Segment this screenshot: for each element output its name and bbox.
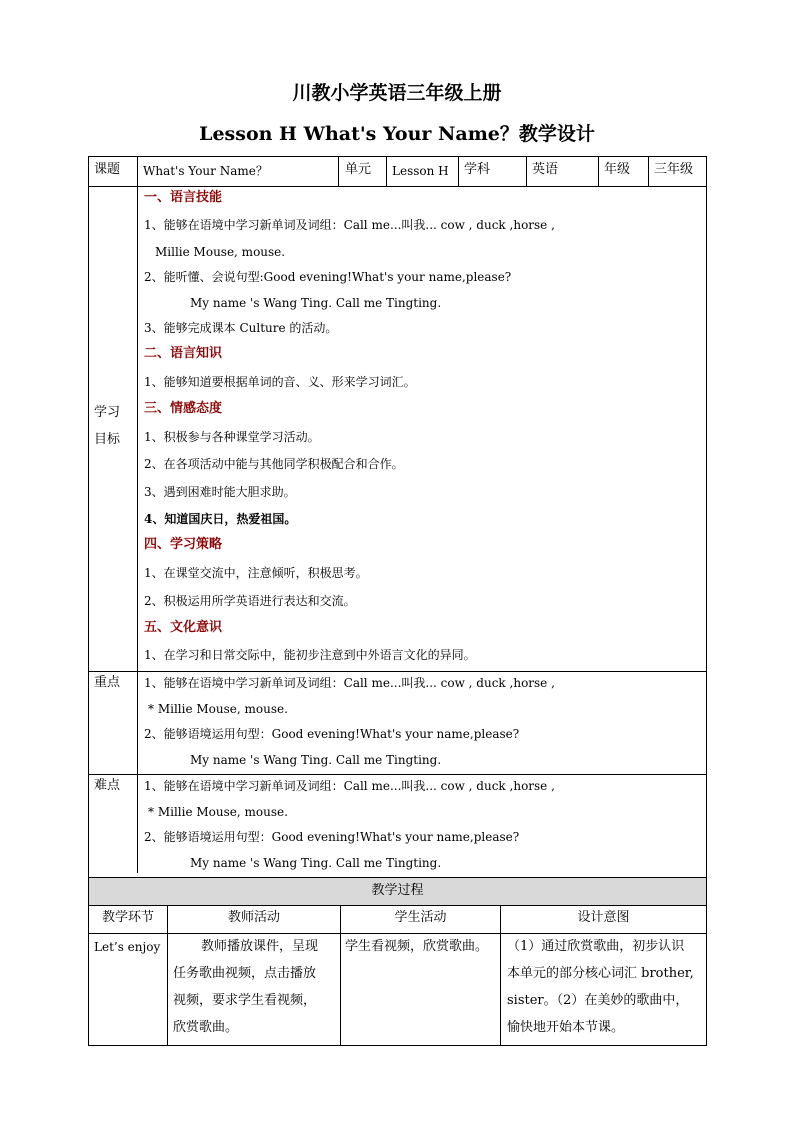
grade-value: 三年级 <box>654 162 694 177</box>
objective-line: 1、能够在语境中学习新单词及词组：Call me...叫我... cow , duck ,horse , <box>144 218 555 232</box>
subject-value: 英语 <box>532 162 559 177</box>
teacher-activity-line: 视频，要求学生看视频， <box>173 993 317 1008</box>
grade-label: 年级 <box>604 162 631 177</box>
objective-line: 1、积极参与各种课堂学习活动。 <box>144 430 320 444</box>
objective-line: 2、积极运用所学英语进行表达和交流。 <box>144 594 356 608</box>
objectives-label-2: 目标 <box>94 432 121 447</box>
difficult-point-line: * Millie Mouse, mouse. <box>148 805 288 819</box>
column-header-intent: 设计意图 <box>577 910 630 925</box>
objective-line: 3、能够完成课本 Culture 的活动。 <box>144 321 338 335</box>
unit-label: 单元 <box>345 162 372 177</box>
unit-value: Lesson H <box>392 164 449 178</box>
objective-heading: 四、学习策略 <box>144 537 223 552</box>
difficult-points-label: 难点 <box>94 778 121 793</box>
design-intent-line: 本单元的部分核心词汇 brother, <box>507 966 694 981</box>
teacher-activity-line: 欣赏歌曲。 <box>173 1020 239 1035</box>
objective-heading: 二、语言知识 <box>144 346 223 361</box>
key-point-line: My name 's Wang Ting. Call me Tingting. <box>190 753 442 767</box>
teacher-activity-line: 任务歌曲视频，点击播放 <box>173 966 317 981</box>
difficult-point-line: 1、能够在语境中学习新单词及词组：Call me...叫我... cow , duck ,horse , <box>144 779 555 793</box>
objective-line: 4、知道国庆日，热爱祖国。 <box>144 512 297 526</box>
objective-line: 1、能够知道要根据单词的音、义、形来学习词汇。 <box>144 375 416 389</box>
design-intent-line: sister。（2）在美妙的歌曲中， <box>507 993 689 1008</box>
topic-value: What's Your Name？ <box>143 164 268 178</box>
student-activity: 学生看视频，欣赏歌曲。 <box>345 939 489 954</box>
objective-heading: 三、情感态度 <box>144 401 223 416</box>
design-intent-line: 愉快地开始本节课。 <box>507 1020 625 1035</box>
difficult-point-line: 2、能够语境运用句型：Good evening!What's your name,please? <box>144 830 520 844</box>
objective-line: 2、在各项活动中能与其他同学积极配合和合作。 <box>144 457 404 471</box>
document-title: 川教小学英语三年级上册 <box>292 82 502 104</box>
key-point-line: * Millie Mouse, mouse. <box>148 702 288 716</box>
objective-line: My name 's Wang Ting. Call me Tingting. <box>190 296 442 310</box>
key-point-line: 2、能够语境运用句型：Good evening!What's your name,please? <box>144 727 520 741</box>
objective-line: 1、在学习和日常交际中，能初步注意到中外语言文化的异同。 <box>144 648 476 662</box>
process-title: 教学过程 <box>371 883 424 898</box>
key-point-line: 1、能够在语境中学习新单词及词组：Call me...叫我... cow , duck ,horse , <box>144 676 555 690</box>
teacher-activity-line: 教师播放课件，呈现 <box>201 939 319 954</box>
objective-line: 1、在课堂交流中，注意倾听，积极思考。 <box>144 566 368 580</box>
design-intent-line: （1）通过欣赏歌曲，初步认识 <box>507 939 685 954</box>
objective-heading: 一、语言技能 <box>144 190 223 205</box>
subject-label: 学科 <box>464 162 491 177</box>
objective-line: Millie Mouse, mouse. <box>155 245 286 259</box>
column-header-student: 学生活动 <box>394 910 447 925</box>
topic-label: 课题 <box>94 162 121 177</box>
objective-heading: 五、文化意识 <box>144 620 223 635</box>
key-points-label: 重点 <box>94 675 121 690</box>
objective-line: 3、遇到困难时能大胆求助。 <box>144 485 296 499</box>
difficult-point-line: My name 's Wang Ting. Call me Tingting. <box>190 856 442 870</box>
column-header-step: 教学环节 <box>101 910 154 925</box>
process-step: Let’s enjoy <box>94 940 161 954</box>
objectives-label-1: 学习 <box>94 405 121 420</box>
objective-line: 2、能听懂、会说句型:Good evening!What's your name,please? <box>144 270 512 284</box>
document-subtitle: Lesson H What's Your Name？教学设计 <box>199 123 595 145</box>
column-header-teacher: 教师活动 <box>227 910 280 925</box>
